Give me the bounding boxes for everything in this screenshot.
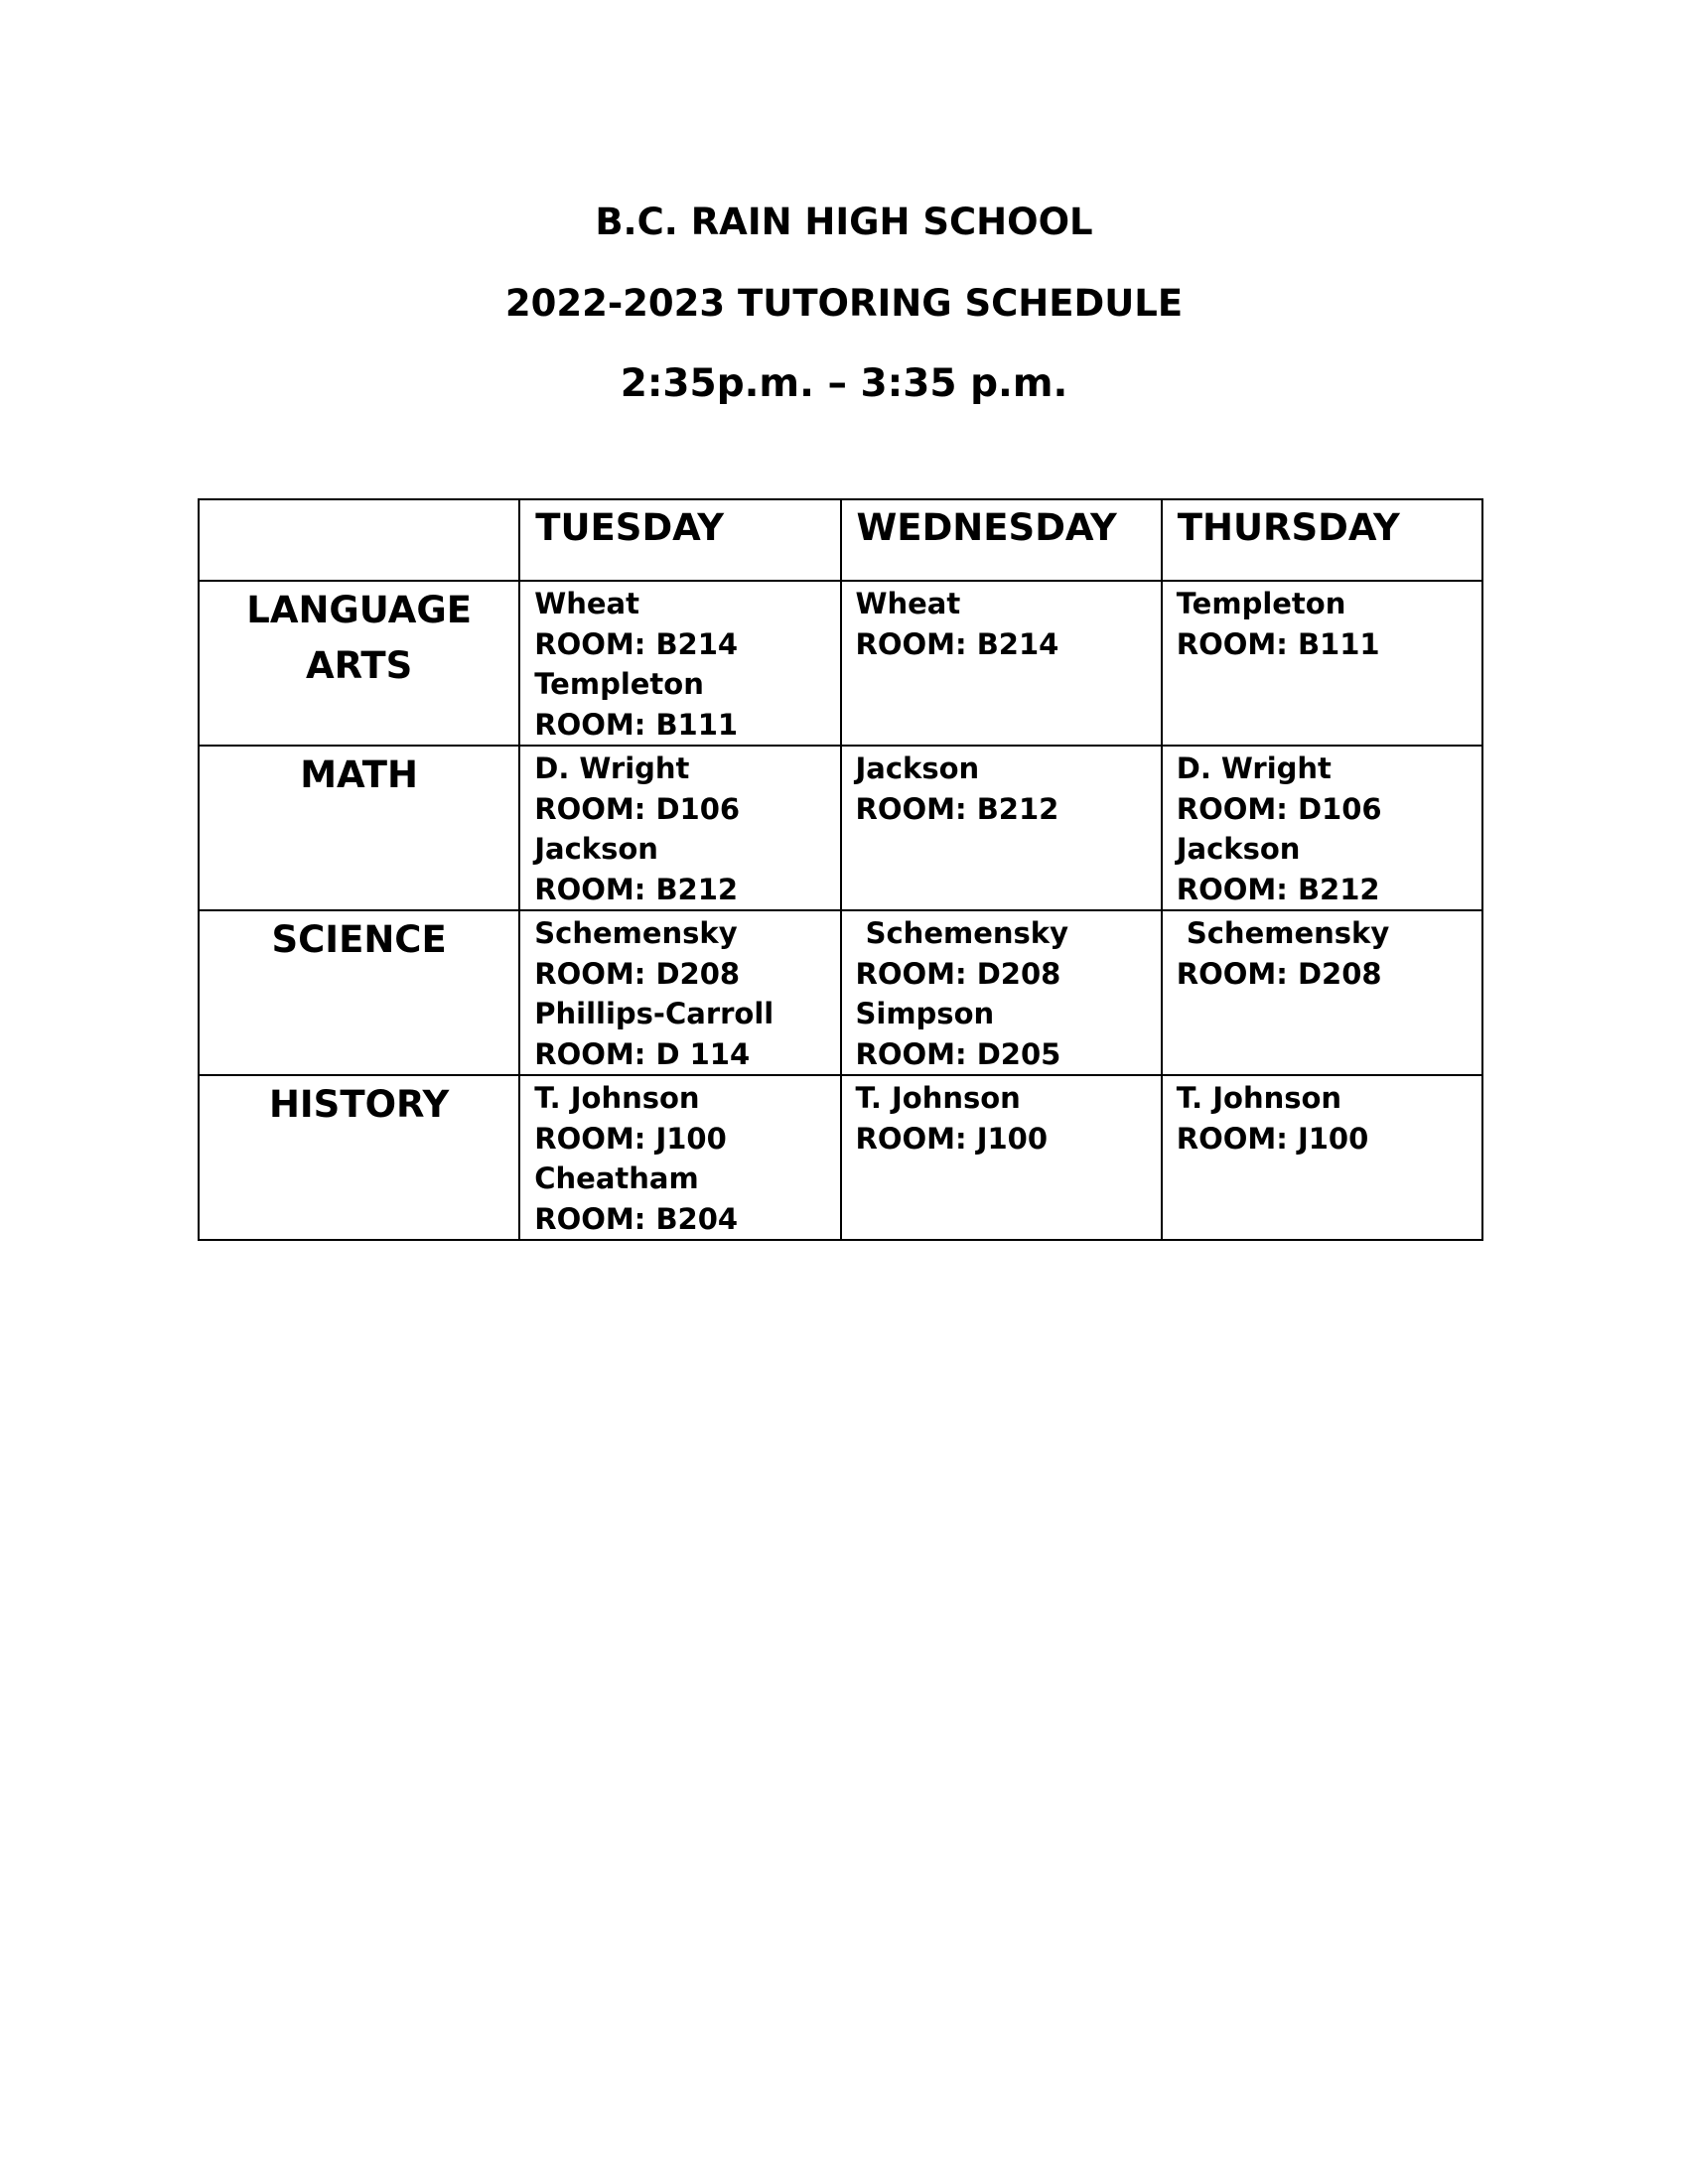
schedule-title: 2022-2023 TUTORING SCHEDULE	[504, 282, 1184, 325]
room-number: ROOM: D208	[855, 956, 1061, 991]
room-number: ROOM: B214	[855, 626, 1059, 661]
room-number: ROOM: B204	[534, 1201, 739, 1236]
tuesday-cell	[519, 581, 840, 746]
subject-names	[0, 2174, 1, 2175]
subject-label-line: ARTS	[305, 644, 413, 687]
tutor-name: D. Wright	[534, 751, 690, 785]
column-header: TUESDAY	[535, 506, 725, 549]
room-number: ROOM: J100	[855, 1121, 1049, 1156]
table-row	[199, 746, 1482, 910]
school-name: B.C. RAIN HIGH SCHOOL	[595, 201, 1093, 243]
table-row	[199, 581, 1482, 746]
thursday-cell	[1162, 1075, 1482, 1240]
wednesday-cell	[841, 581, 1162, 746]
room-number: ROOM: B212	[855, 791, 1059, 826]
subject-label-line: MATH	[300, 753, 419, 796]
room-number: ROOM: B212	[1176, 872, 1380, 906]
column-header: WEDNESDAY	[856, 506, 1117, 549]
tutor-name: Jackson	[855, 751, 980, 785]
tutor-name: Jackson	[1176, 832, 1301, 866]
thursday-cell	[1162, 581, 1482, 746]
tutor-name: Schemensky	[855, 916, 1068, 950]
header-cell-wednesday	[841, 499, 1162, 581]
tutor-name: T. Johnson	[855, 1081, 1021, 1115]
subject-cell	[199, 910, 519, 1075]
tutor-name: Phillips-Carroll	[534, 997, 774, 1030]
tutoring-schedule-table	[198, 498, 1483, 1241]
room-number: ROOM: D205	[855, 1036, 1061, 1071]
room-number: ROOM: B212	[534, 872, 739, 906]
tutor-name: Templeton	[1176, 587, 1346, 620]
wednesday-cell	[841, 1075, 1162, 1240]
tutor-name: Schemensky	[534, 916, 738, 950]
subject-cell	[199, 1075, 519, 1240]
room-number: ROOM: J100	[1176, 1121, 1369, 1156]
tutor-name: T. Johnson	[534, 1081, 700, 1115]
table-header-row	[199, 499, 1482, 581]
column-header	[200, 500, 518, 506]
tutor-name: T. Johnson	[1176, 1081, 1342, 1115]
header-cell-blank	[199, 499, 519, 581]
tutor-name: Wheat	[855, 587, 961, 620]
header-cell-tuesday	[519, 499, 840, 581]
room-number: ROOM: D208	[1176, 956, 1382, 991]
room-number: ROOM: D208	[534, 956, 741, 991]
table-row	[199, 910, 1482, 1075]
room-number: ROOM: B214	[534, 626, 739, 661]
room-number: ROOM: D106	[1176, 791, 1382, 826]
thursday-cell	[1162, 746, 1482, 910]
room-number: ROOM: D106	[534, 791, 741, 826]
wednesday-cell	[841, 910, 1162, 1075]
tutor-name: D. Wright	[1176, 751, 1332, 785]
time-range: 2:35p.m. – 3:35 p.m.	[620, 361, 1068, 406]
tutor-name: Schemensky	[1176, 916, 1390, 950]
tutor-name: Jackson	[534, 832, 658, 866]
header-cell-thursday	[1162, 499, 1482, 581]
subject-name	[0, 2174, 1, 2175]
table-row	[199, 1075, 1482, 1240]
room-number: ROOM: B111	[534, 707, 739, 742]
room-number: ROOM: D 114	[534, 1036, 751, 1071]
wednesday-cell	[841, 746, 1162, 910]
subject-label-line: HISTORY	[268, 1083, 450, 1126]
room-number: ROOM: J100	[534, 1121, 727, 1156]
room-number: ROOM: B111	[1176, 626, 1380, 661]
subject-label-line: SCIENCE	[271, 918, 447, 961]
subject-label-line: LANGUAGE	[246, 589, 472, 631]
tutor-name: Templeton	[534, 667, 704, 701]
tuesday-cell	[519, 1075, 840, 1240]
tutor-name: Cheatham	[534, 1161, 699, 1195]
thursday-cell	[1162, 910, 1482, 1075]
subject-cell	[199, 581, 519, 746]
column-header: THURSDAY	[1177, 506, 1400, 549]
tutor-name: Wheat	[534, 587, 639, 620]
tutor-name: Simpson	[855, 997, 995, 1030]
tuesday-cell	[519, 746, 840, 910]
tuesday-cell	[519, 910, 840, 1075]
subject-cell	[199, 746, 519, 910]
